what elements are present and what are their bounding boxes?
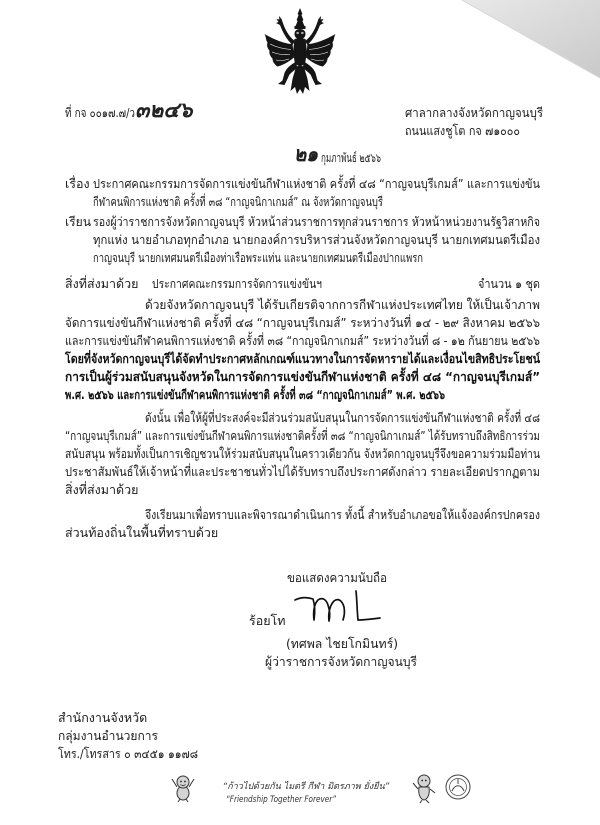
sender-address-line: ถนนแสงชูโต กจ ๗๑๐๐๐	[405, 123, 521, 138]
signer-rank: ร้อยโท	[249, 613, 286, 628]
recipient-line: กาญจนบุรี นายกเทศมนตรีเมืองท่าเรือพระแท่น และนายกเทศมนตรีเมืองปากแพรก	[93, 250, 423, 265]
body-line: ดังนั้น เพื่อให้ผู้ที่ประสงค์จะมีส่วนร่วมสนับสนุนในการจัดการแข่งขันกีฬาแห่งชาติ ครั้งที่ ๔๘	[145, 410, 541, 425]
recipient-line: ทุกแห่ง นายอำเภอทุกอำเภอ นายกองค์การบริหารส่วนจังหวัดกาญจนบุรี นายกเทศมนตรีเมือง	[93, 232, 541, 247]
body-line-emphasis: โดยที่จังหวัดกาญจนบุรีได้จัดทำประกาศหลักเกณฑ์แนวทางในการจัดหารายได้และเงื่อนไขสิทธิประโยชน์	[65, 351, 541, 366]
enclosure-quantity: จำนวน ๑ ชุด	[478, 276, 540, 291]
document-number-prefix: ที่ กจ ๐๐๑๗.๗/ว	[65, 105, 135, 120]
body-line: ส่วนท้องถิ่นในพื้นที่ทราบด้วย	[65, 525, 219, 540]
games-mascot-icon	[412, 772, 478, 804]
date-month-year: กุมภาพันธ์ ๒๕๖๖	[321, 150, 381, 165]
footer-division: กลุ่มงานอำนวยการ	[58, 728, 158, 743]
body-line: จึงเรียนมาเพื่อทราบและพิจารณาดำเนินการ ทั้งนี้ สำหรับอำเภอขอให้แจ้งองค์กรปกครอง	[145, 507, 541, 522]
page-corner-shadow	[440, 0, 600, 90]
body-line: จัดการแข่งขันกีฬาแห่งชาติ ครั้งที่ ๔๘ “กาญจนบุรีเกมส์” ระหว่างวันที่ ๑๔ - ๒๙ สิงหาคม ๒๕๖๖	[65, 315, 540, 330]
footer-phone: โทร./โทรสาร ๐ ๓๔๕๑ ๑๑๗๘	[58, 746, 198, 761]
body-line: สิ่งที่ส่งมาด้วย	[65, 482, 139, 497]
recipient-line: รองผู้ว่าราชการจังหวัดกาญจนบุรี หัวหน้าส่วนราชการทุกส่วนราชการ หัวหน้าหน่วยงานรัฐวิสาหกิจ	[93, 214, 541, 229]
body-line: ประชาสัมพันธ์ให้เจ้าหน้าที่และประชาชนทั่วไปได้รับทราบถึงประกาศดังกล่าว รายละเอียดปรากฏตาม	[65, 464, 541, 479]
subject-label: เรื่อง	[65, 176, 90, 191]
footer-office: สำนักงานจังหวัด	[58, 710, 148, 725]
subject-line: ประกาศคณะกรรมการจัดการแข่งขันกีฬาแห่งชาติ ครั้งที่ ๔๘ “กาญจนบุรีเกมส์” และการแข่งขัน	[93, 176, 541, 191]
document-number-handwritten: ๓๒๔๖	[135, 97, 193, 122]
signer-position: ผู้ว่าราชการจังหวัดกาญจนบุรี	[265, 654, 418, 669]
games-mascot-icon	[168, 773, 198, 803]
signer-name: (ทศพล ไชยโกมินทร์)	[286, 636, 398, 651]
handwritten-signature	[290, 584, 382, 628]
body-line-emphasis: พ.ศ. ๒๕๖๖ และการแข่งขันกีฬาคนพิการแห่งชาติ ครั้งที่ ๓๘ “กาญจนิกาเกมส์” พ.ศ. ๒๕๖๖	[65, 387, 446, 402]
footer-slogan-english: “Friendship Together Forever”	[226, 795, 337, 805]
enclosure-item: ประกาศคณะกรรมการจัดการแข่งขันฯ	[152, 276, 323, 291]
body-line: “กาญจนบุรีเกมส์” และการแข่งขันกีฬาคนพิการแห่งชาติครั้งที่ ๓๘ “กาญจนิกาเกมส์” ได้รับทราบถึงสิทธิการร่วม	[65, 428, 541, 443]
subject-line: กีฬาคนพิการแห่งชาติ ครั้งที่ ๓๘ “กาญจนิกาเกมส์” ณ จังหวัดกาญจนบุรี	[93, 194, 383, 209]
recipient-label: เรียน	[65, 214, 91, 229]
sender-address-line: ศาลากลางจังหวัดกาญจนบุรี	[405, 105, 544, 120]
body-line: สนับสนุน พร้อมทั้งเป็นการเชิญชวนให้ร่วมสนับสนุนในคราวเดียวกัน จังหวัดกาญจนบุรีจึงขอความร่วมมือท่าน	[65, 446, 540, 461]
body-line: ด้วยจังหวัดกาญจนบุรี ได้รับเกียรติจากการกีฬาแห่งประเทศไทย ให้เป็นเจ้าภาพ	[145, 297, 540, 312]
closing-salutation: ขอแสดงความนับถือ	[287, 570, 388, 585]
body-line-emphasis: การเป็นผู้ร่วมสนับสนุนจังหวัดในการจัดการแข่งขันกีฬาแห่งชาติ ครั้งที่ ๔๘ “กาญจนบุรีเกมส์”	[65, 369, 541, 384]
enclosure-label: สิ่งที่ส่งมาด้วย	[65, 276, 139, 291]
footer-slogan-thai: “ก้าวไปด้วยกัน ไมตรี กีฬา มิตรภาพ ยั่งยืน”	[222, 782, 390, 792]
garuda-emblem-icon	[262, 7, 338, 97]
body-line: และการแข่งขันกีฬาคนพิการแห่งชาติ ครั้งที่ ๓๘ “กาญจนิกาเกมส์” ระหว่างวันที่ ๘ - ๑๒ กันยายน ๒๕๖๖	[65, 333, 540, 348]
date-day-handwritten: ๒๑	[294, 141, 319, 166]
